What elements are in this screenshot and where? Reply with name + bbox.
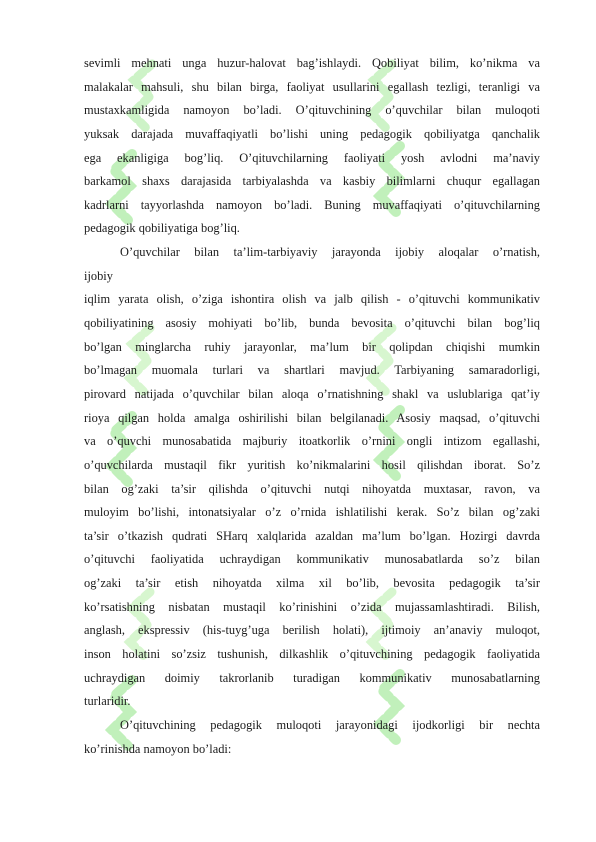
text-line: kadrlarni tayyorlashda namoyon bo’ladi. Buning muvaffaqiyati o’qituvchilarning xyxy=(84,197,540,212)
text-line: malakalar mahsuli, shu bilan birga, faoliyat usullarini egallash tezligi, teranligi va xyxy=(84,79,540,94)
text-line: yuksak darajada muvaffaqiyatli bo’lishi uning pedagogik qobiliyatga qanchalik xyxy=(84,126,540,141)
text-line: ijobiy xyxy=(84,268,113,283)
text-line: bo’lmagan muomala turlari va shartlari mavjud. Tarbiyaning samaradorligi, xyxy=(84,363,540,378)
text-line: anglash, ekspressiv (his-tuyg’uga berilish holati), ijtimoiy an’anaviy muloqot, xyxy=(84,623,540,638)
text-line: uchraydigan doimiy takrorlanib turadigan kommunikativ munosabatlarning xyxy=(84,670,540,685)
text-line: pedagogik qobiliyatiga bog’liq. xyxy=(84,221,240,236)
text-line: sevimli mehnati unga huzur-halovat bag’ishlaydi. Qobiliyat bilim, ko’nikma va xyxy=(84,56,540,70)
text-line: bilan og’zaki ta’sir qilishda o’qituvchi nutqi nihoyatda muxtasar, ravon, va xyxy=(84,481,540,496)
text-line: qobiliyatining asosiy mohiyati bo’lib, bunda bevosita o’qituvchi bilan bog’liq xyxy=(84,316,540,331)
text-line: ko’rinishda namoyon bo’ladi: xyxy=(84,741,232,756)
text-line: O’quvchilar bilan ta’lim-tarbiyaviy jarayonda ijobiy aloqalar o’rnatish, xyxy=(120,245,540,260)
body-text xyxy=(84,52,540,761)
text-line: barkamol shaxs darajasida tarbiyalashda va kasbiy bilimlarni chuqur egallagan xyxy=(84,174,540,189)
text-line: mustaxkamligida namoyon bo’ladi. O’qituvchining o’quvchilar bilan muloqoti xyxy=(84,103,540,118)
text-line: O’qituvchining pedagogik muloqoti jarayonidagi ijodkorligi bir nechta xyxy=(120,717,540,732)
text-line: rioya qilgan holda amalga oshirilishi bilan belgilanadi. Asosiy maqsad, o’qituvchi xyxy=(84,410,540,425)
text-line: ega ekanligiga bog’liq. O’qituvchilarning faoliyati yosh avlodni ma’naviy xyxy=(84,150,540,165)
text-line: o’quvchilarda mustaqil fikr yuritish ko’nikmalarini hosil qilishdan iborat. So’z xyxy=(84,457,540,472)
text-line: muloyim bo’lishi, intonatsiyalar o’z o’rnida ishlatilishi kerak. So’z bilan og’zaki xyxy=(84,505,540,520)
text-line: turlaridir. xyxy=(84,694,131,709)
text-line: ta’sir o’tkazish qudrati SHarq xalqlarida azaldan ma’lum bo’lgan. Hozirgi davrda xyxy=(84,528,540,543)
text-line: va o’quvchi munosabatida majburiy itoatkorlik o’rnini ongli intizom egallashi, xyxy=(84,434,540,449)
text-line: og’zaki ta’sir etish nihoyatda xilma xil bo’lib, bevosita pedagogik ta’sir xyxy=(84,576,540,591)
text-line: inson holatini so’zsiz tushunish, dilkashlik o’qituvchining pedagogik faoliyatida xyxy=(84,647,540,662)
text-line: iqlim yarata olish, o’ziga ishontira olish va jalb qilish - o’qituvchi kommunikativ xyxy=(84,292,540,307)
text-line: bo’lgan minglarcha ruhiy jarayonlar, ma’lum bir qolipdan chiqishi mumkin xyxy=(84,339,540,354)
text-line: pirovard natijada o’quvchilar bilan aloqa o’rnatishning shakl va uslublariga qat’iy xyxy=(84,386,540,401)
text-line: ko’rsatishning nisbatan mustaqil ko’rinishini o’zida mujassamlashtiradi. Bilish, xyxy=(84,599,540,614)
text-line: o’qituvchi faoliyatida uchraydigan kommunikativ munosabatlarda so’z bilan xyxy=(84,552,540,567)
